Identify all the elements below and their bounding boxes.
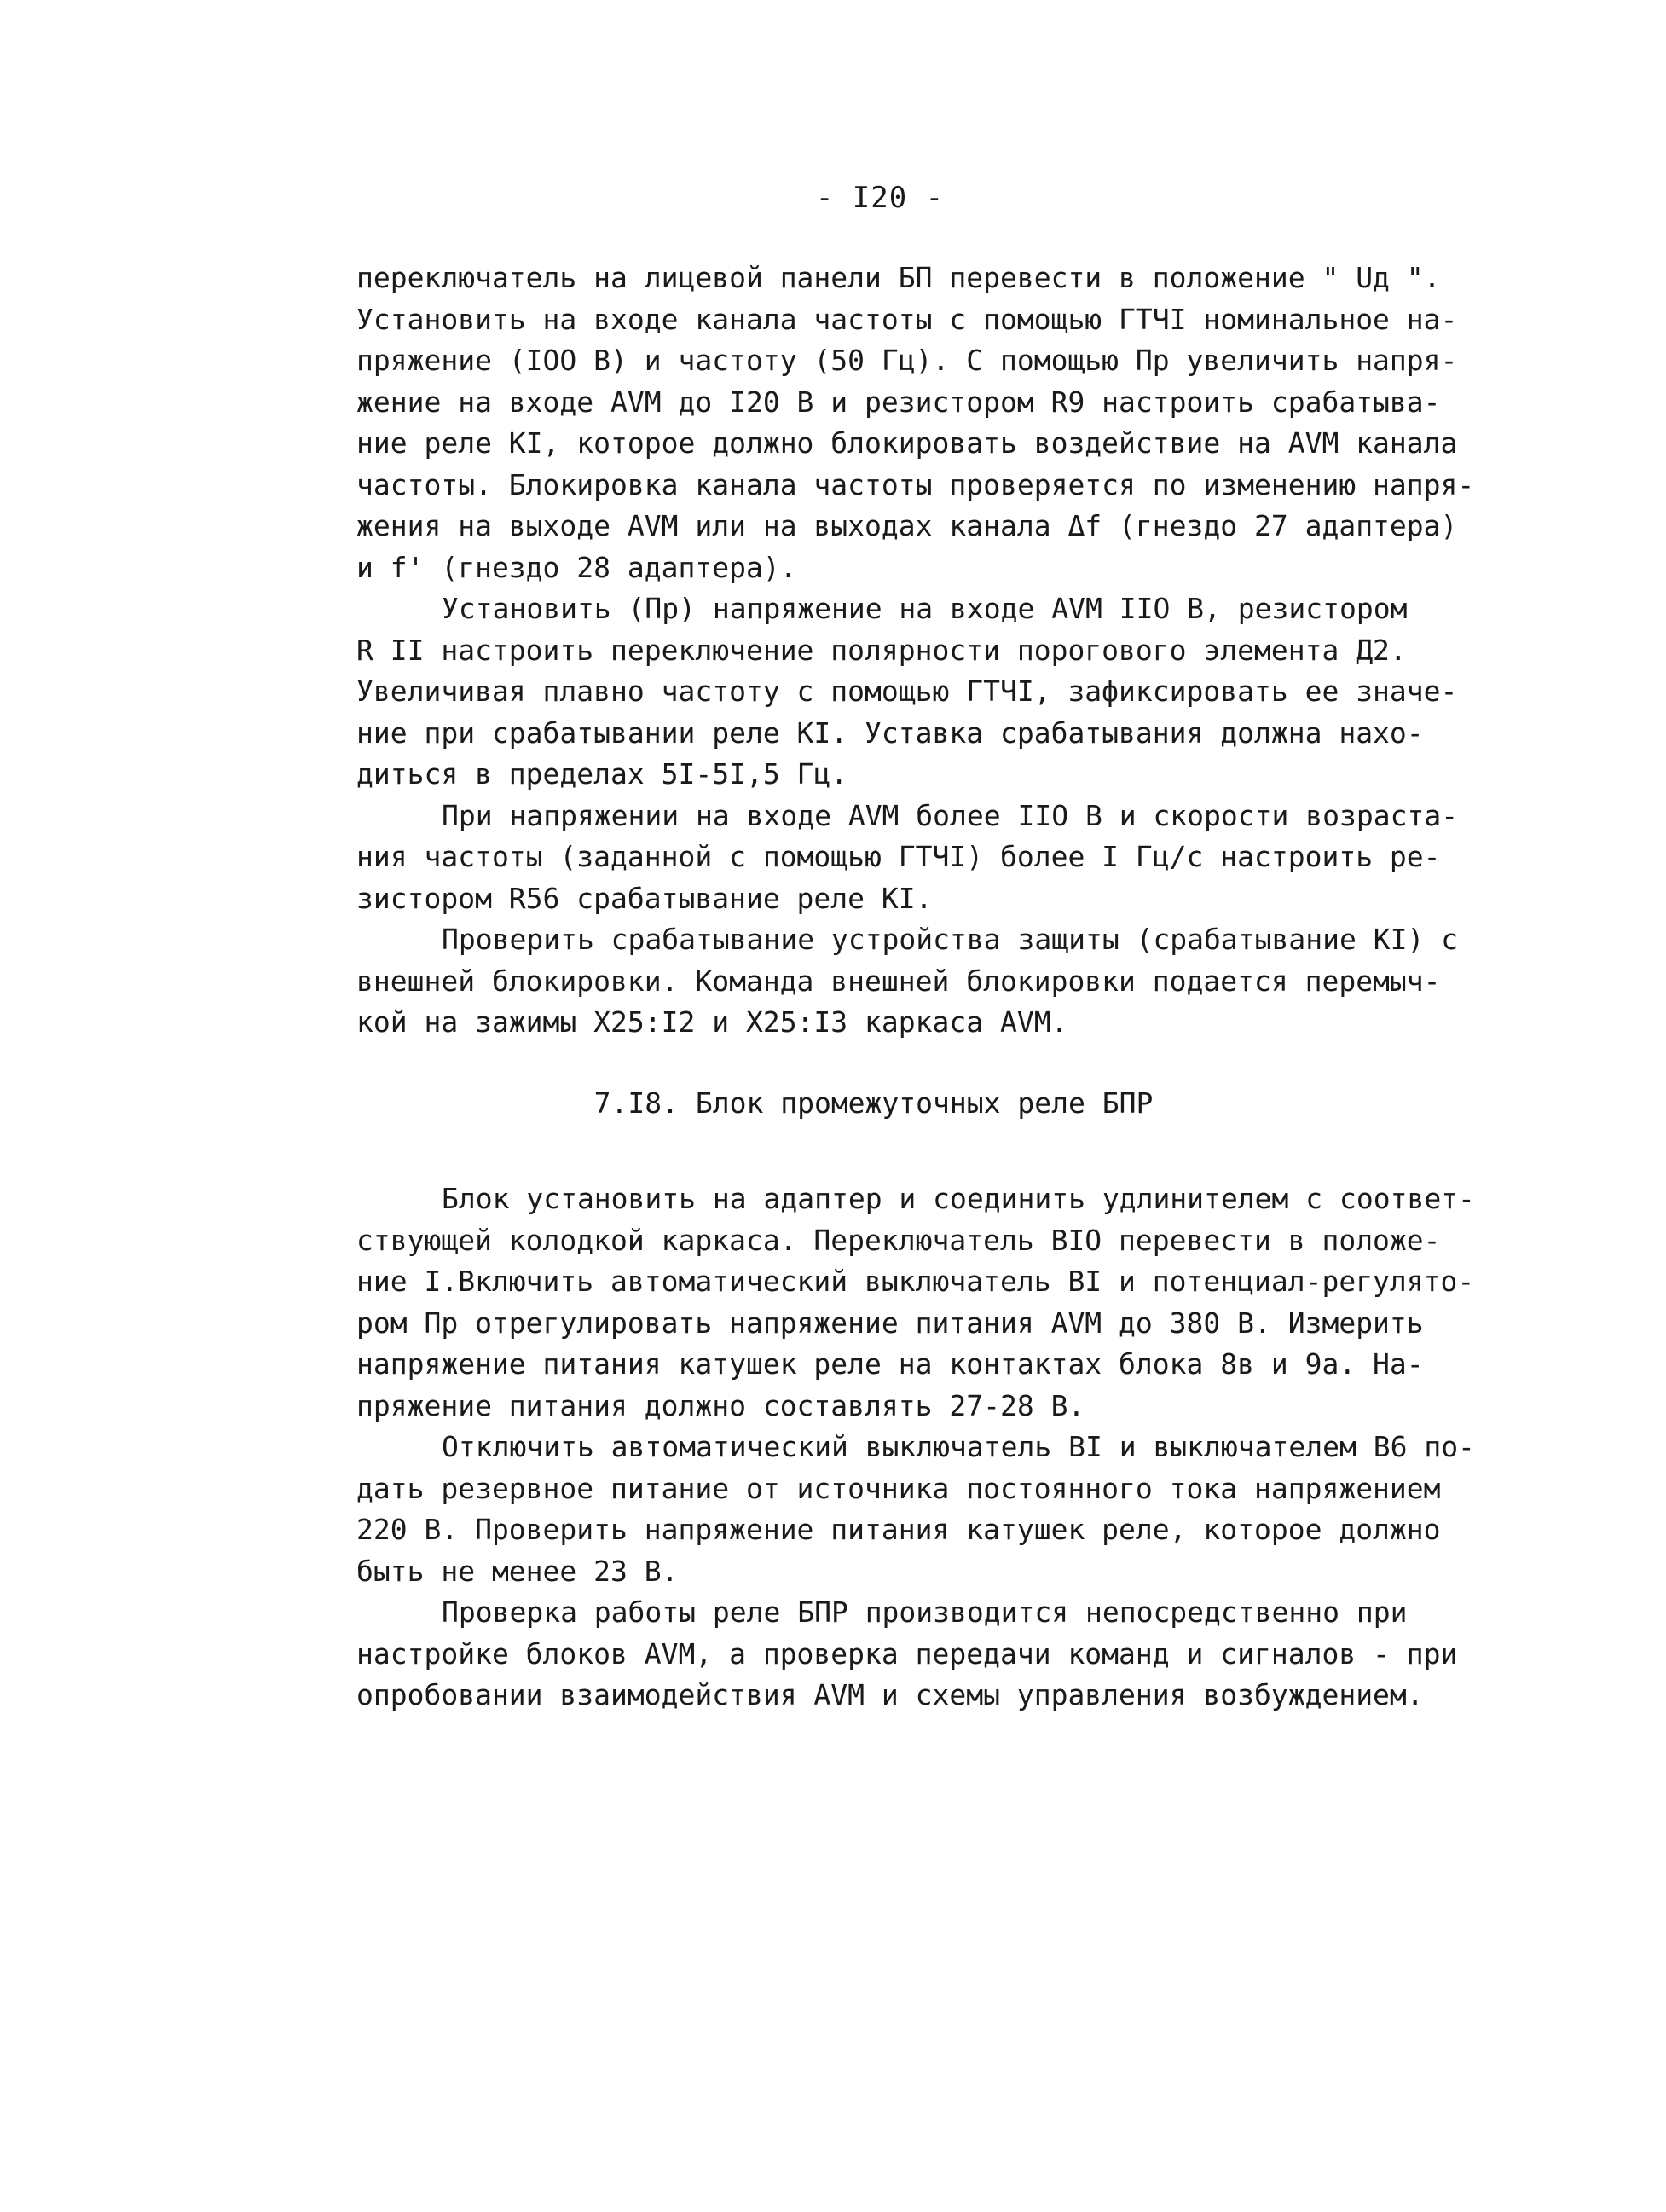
text-line: Проверка работы реле БПР производится непосредственно при <box>442 1595 1408 1629</box>
text-line: При напряжении на входе AVM более IIO В и скорости возраста- <box>442 798 1459 832</box>
text-line: Отключить автоматический выключатель BI и выключателем B6 по- <box>442 1430 1475 1463</box>
text-line: пряжение питания должно составлять 27-28 В. <box>356 1388 1085 1422</box>
section-heading: 7.I8. Блок промежуточных реле БПР <box>593 1086 1154 1120</box>
text-line: диться в пределах 5I-5I,5 Гц. <box>356 757 848 790</box>
paragraph <box>356 1427 1490 1592</box>
text-line: ние I.Включить автоматический выключатель BI и потенциал-регулято- <box>356 1265 1475 1298</box>
text-line: ния частоты (заданной с помощью ГТЧI) более I Гц/с настроить ре- <box>356 840 1441 873</box>
text-line: Увеличивая плавно частоту с помощью ГТЧI, зафиксировать ее значе- <box>356 675 1458 708</box>
text-line: внешней блокировки. Команда внешней блокировки подается перемыч- <box>356 964 1441 998</box>
text-line: ние реле KI, которое должно блокировать воздействие на AVM канала <box>356 426 1458 460</box>
text-line: переключатель на лицевой панели БП перевести в положение " Uд ". <box>356 261 1441 294</box>
text-line: Проверить срабатывание устройства защиты (срабатывание KI) с <box>442 923 1459 956</box>
text-line: Установить на входе канала частоты с помощью ГТЧI номинальное на- <box>356 302 1458 336</box>
text-line: ствующей колодкой каркаса. Переключатель BIO перевести в положе- <box>356 1223 1441 1257</box>
text-line: частоты. Блокировка канала частоты проверяется по изменению напря- <box>356 467 1475 501</box>
text-line: и f' (гнездо 28 адаптера). <box>356 550 797 584</box>
text-line: жения на выходе AVM или на выходах канала Δf (гнездо 27 адаптера) <box>356 509 1458 542</box>
text-line: Установить (Пр) напряжение на входе AVM IIO В, резистором <box>442 592 1408 625</box>
text-block-bottom <box>356 1178 1490 1717</box>
text-line: зистором R56 срабатывание реле KI. <box>356 881 933 915</box>
page-number: - I20 - <box>815 181 945 215</box>
text-line: ром Пр отрегулировать напряжение питания AVM до 380 В. Измерить <box>356 1306 1424 1340</box>
text-line: кой на зажимы X25:I2 и X25:I3 каркаса AVM. <box>356 1005 1068 1039</box>
paragraph <box>356 796 1490 920</box>
text-block-top <box>356 258 1490 1044</box>
text-line: R II настроить переключение полярности порогового элемента Д2. <box>356 633 1407 667</box>
text-line: напряжение питания катушек реле на контактах блока 8в и 9а. На- <box>356 1347 1424 1381</box>
paragraph <box>356 1592 1490 1717</box>
paragraph <box>356 588 1490 796</box>
text-line: быть не менее 23 В. <box>356 1554 679 1588</box>
paragraph <box>356 258 1490 588</box>
paragraph <box>356 1178 1490 1427</box>
text-line: настройке блоков AVM, а проверка передачи команд и сигналов - при <box>356 1636 1458 1671</box>
text-line: опробовании взаимодействия AVM и схемы управления возбуждением. <box>356 1678 1424 1711</box>
text-line: ние при срабатывании реле KI. Уставка срабатывания должна нахо- <box>356 715 1424 750</box>
text-line: дать резервное питание от источника постоянного тока напряжением <box>356 1471 1441 1505</box>
text-line: Блок установить на адаптер и соединить удлинителем с соответ- <box>442 1182 1475 1215</box>
text-line: 220 В. Проверить напряжение питания катушек реле, которое должно <box>356 1513 1441 1546</box>
text-line: пряжение (IOO В) и частоту (50 Гц). С помощью Пр увеличить напря- <box>356 344 1458 377</box>
paragraph <box>356 919 1490 1044</box>
text-line: жение на входе AVM до I20 В и резистором R9 настроить срабатыва- <box>356 385 1441 419</box>
